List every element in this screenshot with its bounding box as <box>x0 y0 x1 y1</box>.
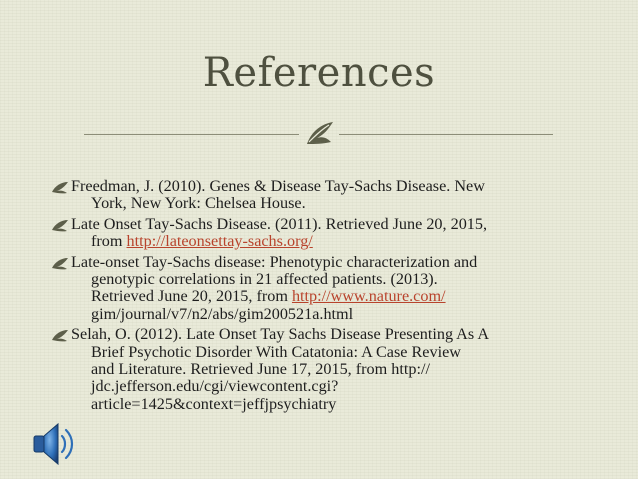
reference-text: jdc.jefferson.edu/cgi/viewcontent.cgi? <box>91 377 339 396</box>
reference-line <box>71 326 590 343</box>
reference-text: genotypic correlations in 21 affected patients. (2013). <box>91 270 438 289</box>
reference-text: Late-onset Tay-Sachs disease: Phenotypic characterization and <box>71 252 478 271</box>
reference-text: Selah, O. (2012). Late Onset Tay Sachs Disease Presenting As A <box>71 325 490 344</box>
title-rule-left <box>84 134 299 135</box>
leaf-bullet-icon <box>50 180 70 194</box>
slide-title: References <box>202 50 436 96</box>
reference-line <box>71 178 590 195</box>
reference-line <box>91 195 590 212</box>
reference-line <box>91 306 590 323</box>
reference-item <box>0 254 638 324</box>
reference-text: Retrieved June 20, 2015, from <box>91 287 292 306</box>
reference-text: article=1425&context=jeffjpsychiatry <box>91 394 337 413</box>
leaf-bullet-icon <box>50 218 70 232</box>
reference-item <box>0 216 638 251</box>
reference-item <box>0 178 638 213</box>
leaf-bullet-icon <box>50 256 70 270</box>
reference-link[interactable]: http://www.nature.com/ <box>291 287 446 306</box>
reference-line <box>91 271 590 288</box>
speaker-icon[interactable] <box>28 418 78 470</box>
references-list <box>0 178 638 416</box>
reference-text: Brief Psychotic Disorder With Catatonia: A Case Review <box>91 342 461 361</box>
reference-text: York, New York: Chelsea House. <box>91 194 306 213</box>
reference-link[interactable]: http://lateonsettay-sachs.org/ <box>126 232 313 251</box>
reference-line <box>91 396 590 413</box>
reference-text: gim/journal/v7/n2/abs/gim200521a.html <box>91 304 354 323</box>
reference-line <box>91 361 590 378</box>
reference-text: Freedman, J. (2010). Genes & Disease Tay-Sachs Disease. New <box>71 177 485 195</box>
reference-line <box>91 288 590 305</box>
reference-text: Late Onset Tay-Sachs Disease. (2011). Retrieved June 20, 2015, <box>71 214 488 233</box>
reference-item <box>0 326 638 413</box>
reference-line <box>91 233 590 250</box>
reference-text: and Literature. Retrieved June 17, 2015, from http:// <box>91 360 430 379</box>
leaf-bullet-icon <box>50 328 70 342</box>
reference-text: from <box>91 232 127 251</box>
title-rule-right <box>339 134 553 135</box>
reference-line <box>71 254 590 271</box>
reference-line <box>91 378 590 395</box>
reference-line <box>71 216 590 233</box>
reference-line <box>91 344 590 361</box>
leaf-ornament-icon <box>303 118 337 148</box>
